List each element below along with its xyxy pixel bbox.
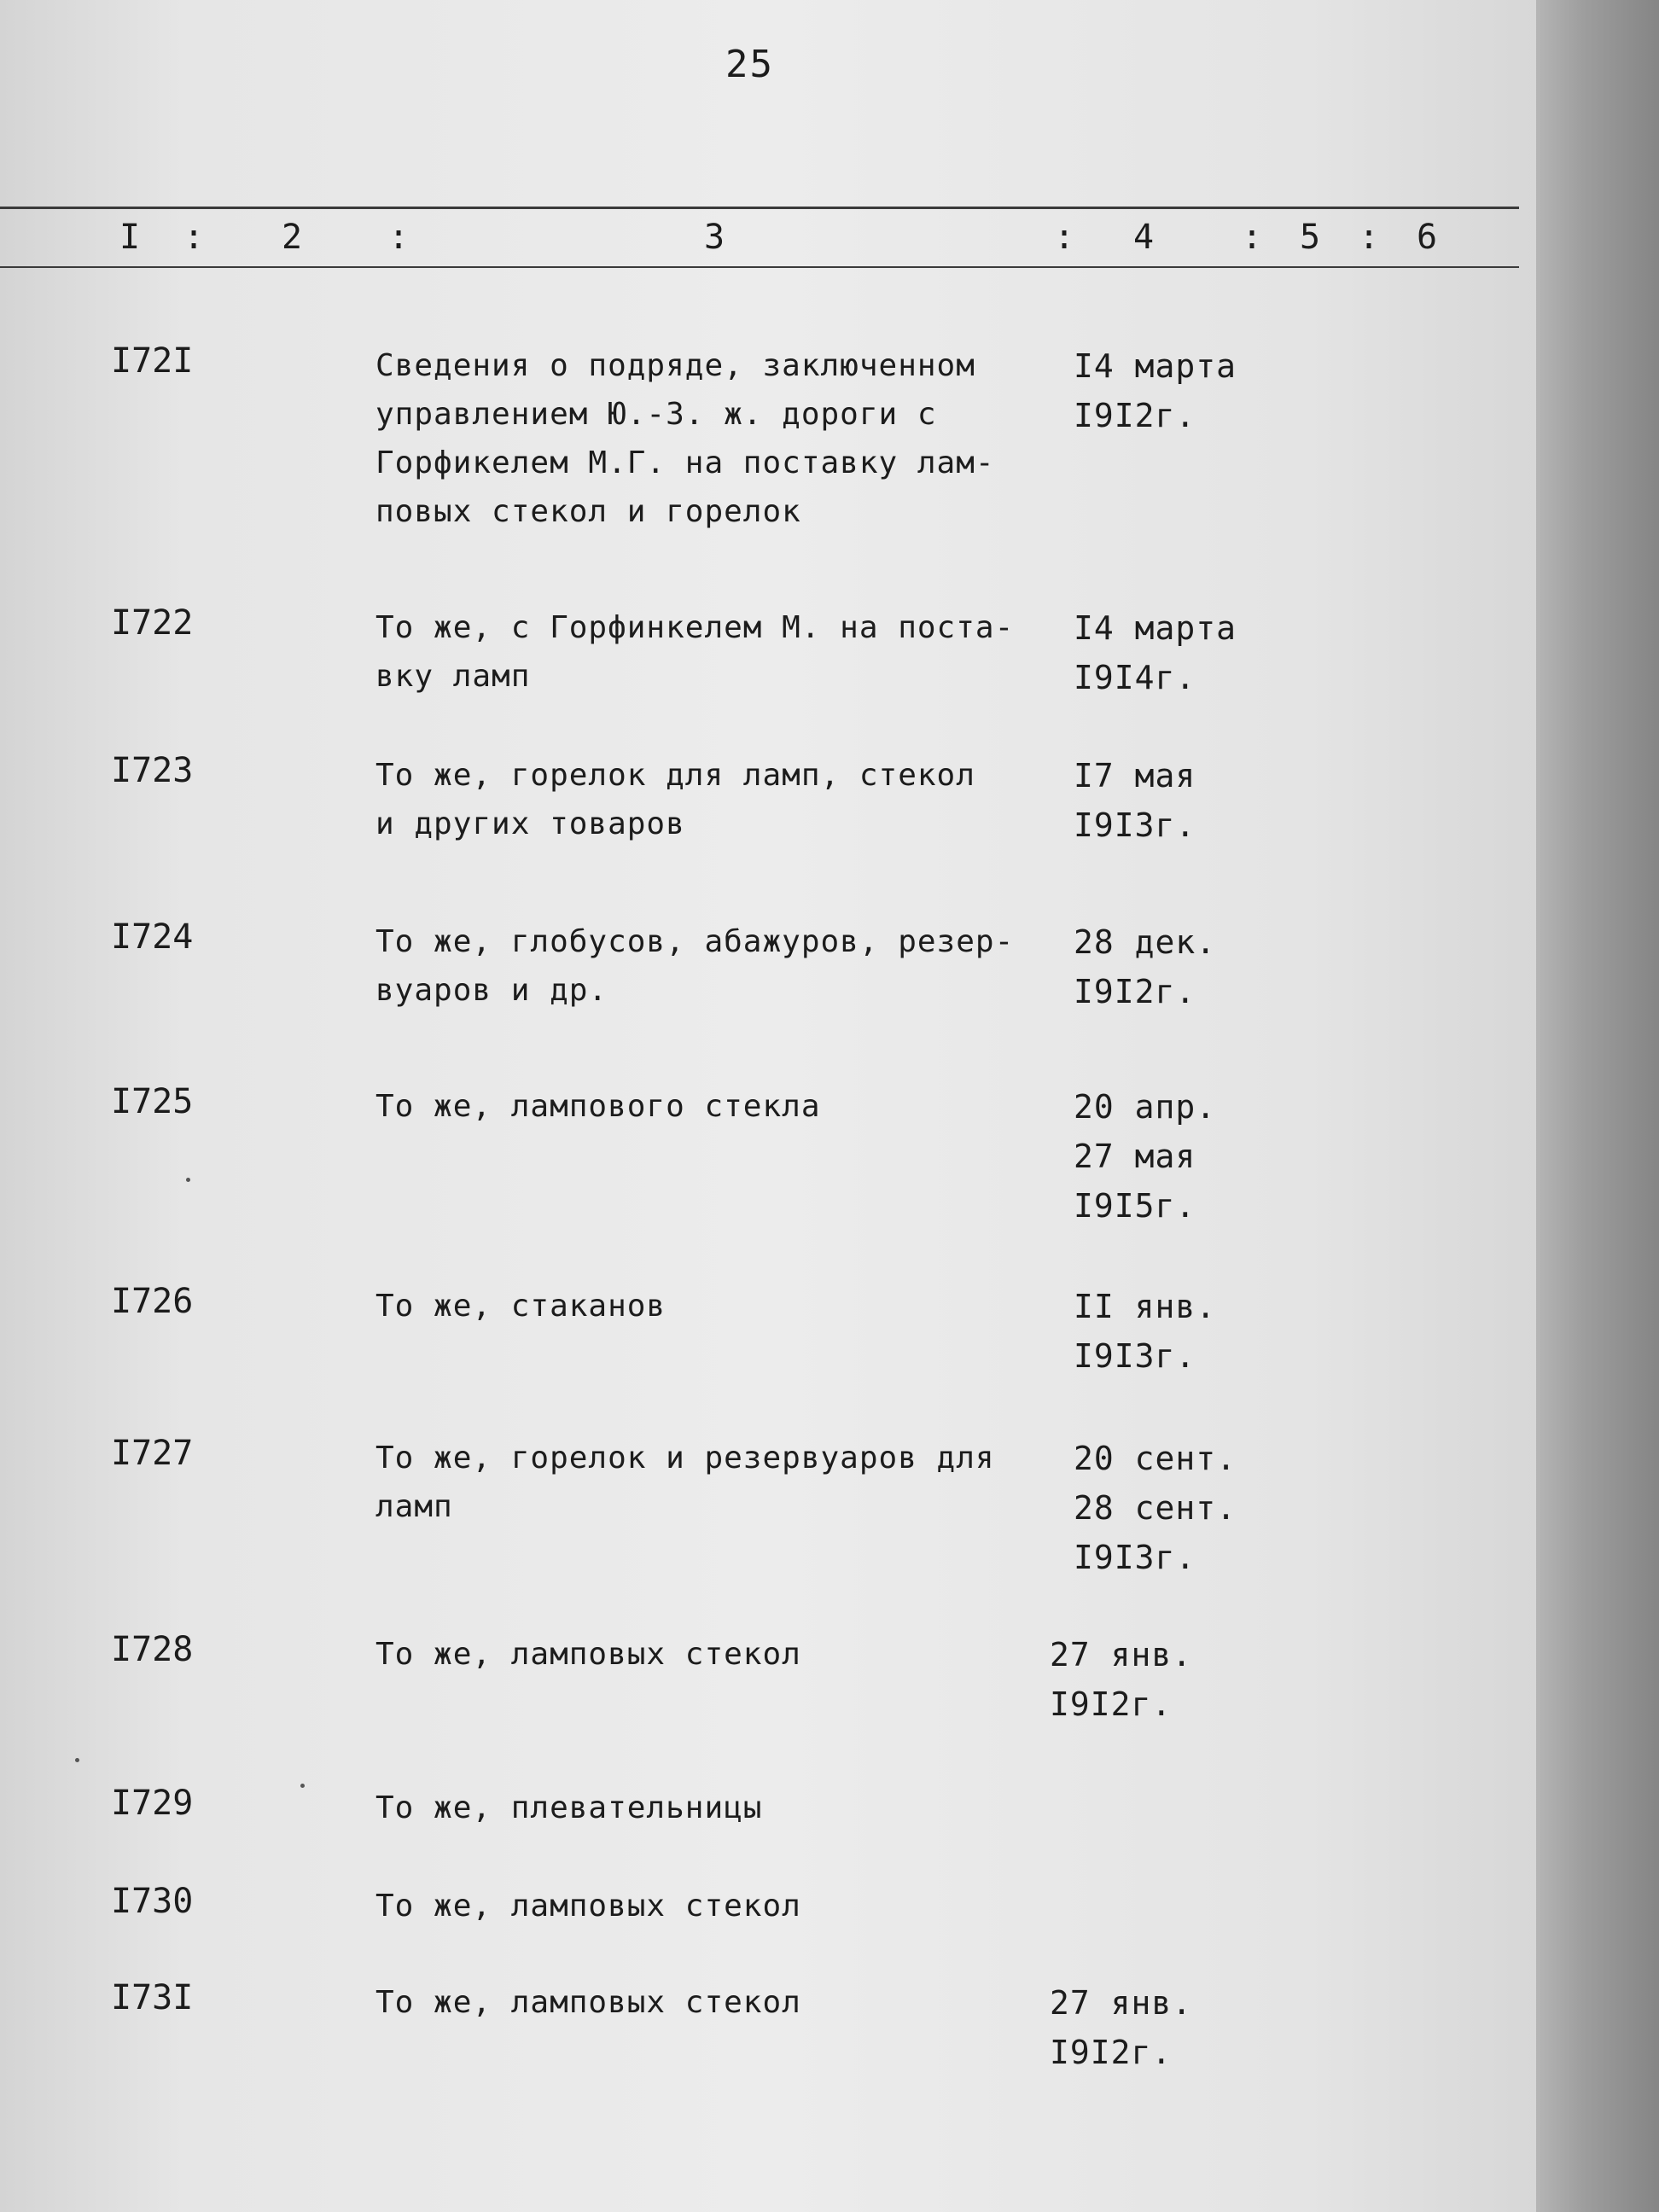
column-separator: : bbox=[1054, 218, 1075, 257]
description-line: управлением Ю.-З. ж. дороги с bbox=[375, 397, 937, 432]
item-description bbox=[375, 603, 1058, 701]
column-header-2: 2 bbox=[282, 218, 303, 257]
description-line: То же, плевательницы bbox=[375, 1790, 763, 1825]
description-line: То же, ламповых стекол bbox=[375, 1985, 801, 2020]
date-line: II янв. bbox=[1074, 1288, 1217, 1325]
column-separator: : bbox=[1242, 218, 1263, 257]
description-line: Горфикелем М.Г. на поставку лам- bbox=[375, 445, 995, 480]
item-description bbox=[375, 341, 1058, 536]
date-line: 28 сент. bbox=[1074, 1489, 1237, 1527]
description-line: То же, ламповых стекол bbox=[375, 1637, 801, 1672]
item-description bbox=[375, 1784, 1058, 1832]
item-number: I722 bbox=[111, 603, 194, 643]
header-top-rule bbox=[0, 207, 1519, 209]
date-line: 20 сент. bbox=[1074, 1440, 1237, 1477]
description-line: То же, ламповых стекол bbox=[375, 1889, 801, 1924]
description-line: и других товаров bbox=[375, 806, 685, 841]
item-dates bbox=[1074, 751, 1196, 850]
item-number: I727 bbox=[111, 1434, 194, 1473]
column-header-3: 3 bbox=[704, 218, 725, 257]
item-dates bbox=[1074, 1282, 1216, 1381]
item-dates bbox=[1074, 917, 1216, 1016]
description-line: То же, лампового стекла bbox=[375, 1089, 821, 1124]
description-line: То же, горелок и резервуаров для bbox=[375, 1441, 995, 1476]
date-line: I9I2г. bbox=[1050, 2034, 1173, 2071]
item-description bbox=[375, 1434, 1058, 1531]
column-header-6: 6 bbox=[1417, 218, 1438, 257]
column-header-5: 5 bbox=[1300, 218, 1321, 257]
column-separator: : bbox=[388, 218, 410, 257]
date-line: 27 янв. bbox=[1050, 1984, 1193, 2022]
paper-speck bbox=[75, 1758, 79, 1762]
description-line: То же, горелок для ламп, стекол bbox=[375, 758, 975, 793]
item-number: I730 bbox=[111, 1882, 194, 1921]
item-description bbox=[375, 751, 1058, 848]
date-line: 20 апр. bbox=[1074, 1088, 1217, 1126]
description-line: То же, с Горфинкелем М. на поста- bbox=[375, 610, 1015, 645]
item-dates bbox=[1074, 1434, 1237, 1582]
date-line: I9I5г. bbox=[1074, 1187, 1196, 1225]
description-line: То же, глобусов, абажуров, резер- bbox=[375, 924, 1015, 959]
item-number: I729 bbox=[111, 1784, 194, 1823]
item-dates bbox=[1074, 1082, 1216, 1231]
date-line: I9I3г. bbox=[1074, 806, 1196, 844]
item-number: I73I bbox=[111, 1978, 194, 2017]
item-description bbox=[375, 1082, 1058, 1131]
date-line: I7 мая bbox=[1074, 757, 1196, 795]
date-line: I9I2г. bbox=[1074, 397, 1196, 434]
column-separator: : bbox=[183, 218, 205, 257]
item-dates bbox=[1050, 1978, 1192, 2077]
item-number: I72I bbox=[111, 341, 194, 381]
page-edge-shadow bbox=[1536, 0, 1659, 2212]
date-line: I9I4г. bbox=[1074, 659, 1196, 696]
description-line: вку ламп bbox=[375, 659, 531, 694]
item-number: I724 bbox=[111, 917, 194, 957]
date-line: 27 мая bbox=[1074, 1138, 1196, 1175]
item-description bbox=[375, 917, 1058, 1015]
item-description bbox=[375, 1882, 1058, 1930]
date-line: I9I2г. bbox=[1074, 973, 1196, 1010]
column-header-1: I bbox=[119, 218, 141, 257]
description-line: повых стекол и горелок bbox=[375, 494, 801, 529]
item-dates bbox=[1050, 1630, 1192, 1729]
paper-speck bbox=[300, 1784, 305, 1788]
header-bottom-rule bbox=[0, 266, 1519, 268]
date-line: I4 марта bbox=[1074, 609, 1237, 647]
item-description bbox=[375, 1978, 1058, 2027]
description-line: вуаров и др. bbox=[375, 973, 608, 1008]
date-line: I9I2г. bbox=[1050, 1685, 1173, 1723]
date-line: 28 дек. bbox=[1074, 923, 1217, 961]
item-number: I725 bbox=[111, 1082, 194, 1121]
date-line: I9I3г. bbox=[1074, 1337, 1196, 1375]
date-line: I4 марта bbox=[1074, 347, 1237, 385]
date-line: 27 янв. bbox=[1050, 1636, 1193, 1674]
item-number: I723 bbox=[111, 751, 194, 790]
date-line: I9I3г. bbox=[1074, 1539, 1196, 1576]
description-line: То же, стаканов bbox=[375, 1289, 667, 1324]
column-header-4: 4 bbox=[1133, 218, 1155, 257]
item-description bbox=[375, 1630, 1058, 1679]
item-number: I728 bbox=[111, 1630, 194, 1669]
item-number: I726 bbox=[111, 1282, 194, 1321]
description-line: ламп bbox=[375, 1489, 453, 1524]
paper-speck bbox=[186, 1178, 190, 1182]
description-line: Сведения о подряде, заключенном bbox=[375, 348, 975, 383]
page-number: 25 bbox=[725, 43, 774, 86]
column-separator: : bbox=[1359, 218, 1380, 257]
item-dates bbox=[1074, 603, 1237, 702]
item-description bbox=[375, 1282, 1058, 1330]
item-dates bbox=[1074, 341, 1237, 440]
